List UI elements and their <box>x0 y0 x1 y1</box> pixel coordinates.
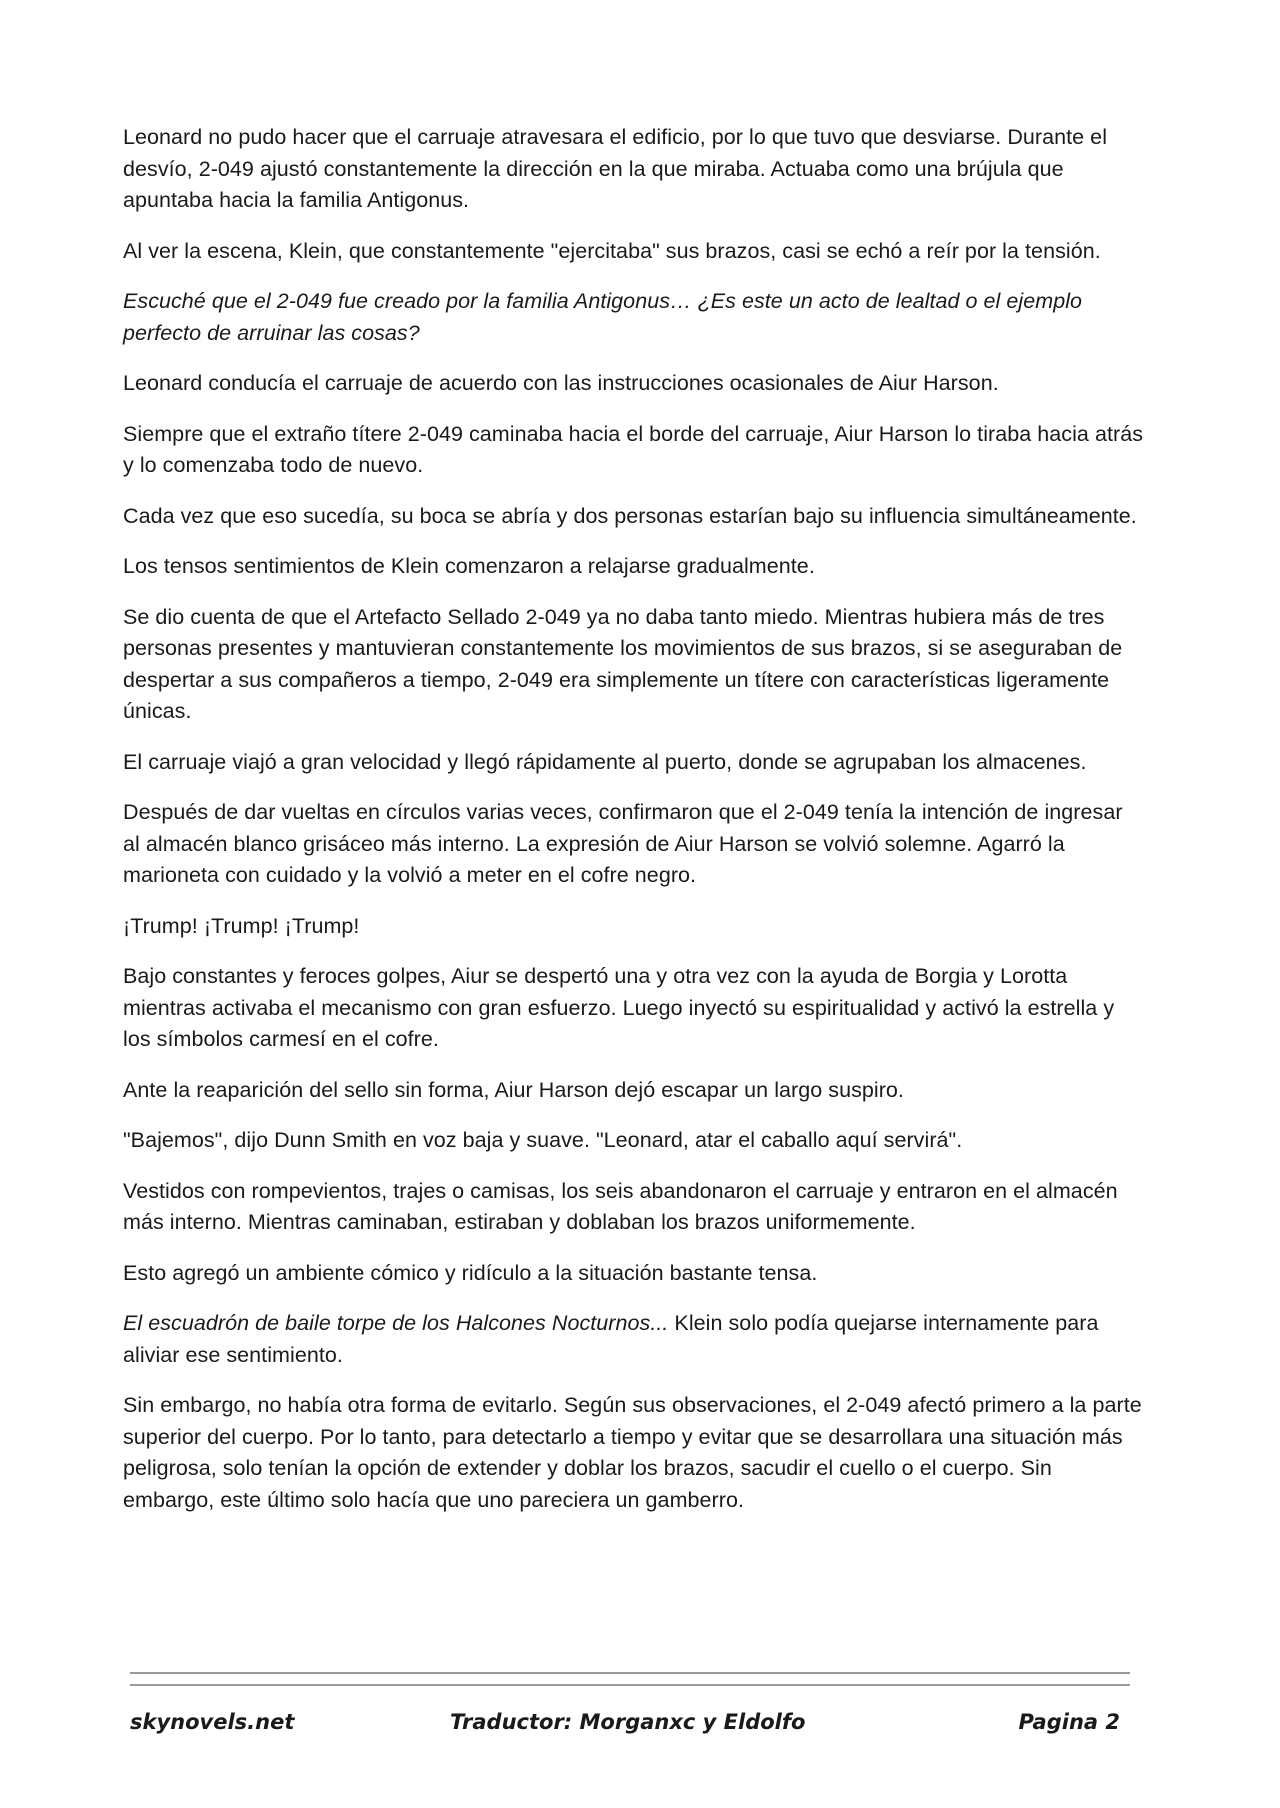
paragraph: Sin embargo, no había otra forma de evitarlo. Según sus observaciones, el 2-049 afectó primero a la parte superior del cuerpo. Por lo tanto, para detectarlo a tiempo y evitar que se desarrollara una situación más peligrosa, solo tenían la opción de extender y doblar los brazos, sacudir el cuello o el cuerpo. Sin embargo, este último solo hacía que uno pareciera un gamberro. <box>123 1393 1142 1512</box>
paragraph: ¡Trump! ¡Trump! ¡Trump! <box>123 913 360 938</box>
footer-translator: Traductor: Morganxc y Eldolfo <box>450 1710 806 1734</box>
paragraph: Cada vez que eso sucedía, su boca se abría y dos personas estarían bajo su influencia simultáneamente. <box>123 503 1137 528</box>
page-footer <box>130 1710 1130 1750</box>
paragraph-tail: Klein solo podía quejarse internamente para aliviar ese sentimiento. <box>123 1311 1099 1367</box>
paragraph: Esto agregó un ambiente cómico y ridículo a la situación bastante tensa. <box>123 1260 818 1285</box>
paragraph: Ante la reaparición del sello sin forma, Aiur Harson dejó escapar un largo suspiro. <box>123 1077 904 1102</box>
document-body <box>123 122 1143 1535</box>
footer-site: skynovels.net <box>130 1710 295 1734</box>
paragraph: El carruaje viajó a gran velocidad y llegó rápidamente al puerto, donde se agrupaban los almacenes. <box>123 749 1087 774</box>
paragraph: Siempre que el extraño títere 2-049 caminaba hacia el borde del carruaje, Aiur Harson lo tiraba hacia atrás y lo comenzaba todo de nuevo. <box>123 421 1144 477</box>
paragraph: Los tensos sentimientos de Klein comenzaron a relajarse gradualmente. <box>123 554 815 578</box>
paragraph-mixed <box>123 1308 1143 1371</box>
paragraph: Leonard no pudo hacer que el carruaje atravesara el edificio, por lo que tuvo que desviarse. Durante el desvío, 2-049 ajustó constantemente la dirección en la que miraba. Actuaba como una brújula que apuntaba hacia la familia Antigonus. <box>123 125 1108 212</box>
paragraph: Se dio cuenta de que el Artefacto Sellado 2-049 ya no daba tanto miedo. Mientras hubiera más de tres personas presentes y mantuvieran constantemente los movimientos de sus brazos, si se aseguraban de despertar a sus compañeros a tiempo, 2-049 era simplemente un títere con características ligeramente únicas. <box>123 604 1123 723</box>
divider-line <box>130 1672 1130 1674</box>
paragraph: Al ver la escena, Klein, que constantemente "ejercitaba" sus brazos, casi se echó a reír por la tensión. <box>123 238 1101 263</box>
footer-page-number: Pagina 2 <box>1018 1710 1120 1734</box>
italic-thought: El escuadrón de baile torpe de los Halcones Nocturnos... <box>123 1311 669 1335</box>
paragraph: Vestidos con rompevientos, trajes o camisas, los seis abandonaron el carruaje y entraron en el almacén más interno. Mientras caminaban, estiraban y doblaban los brazos uniformemente. <box>123 1178 1118 1234</box>
paragraph-italic: Escuché que el 2-049 fue creado por la familia Antigonus… ¿Es este un acto de lealtad o el ejemplo perfecto de arruinar las cosas? <box>123 289 1083 345</box>
footer-divider <box>130 1672 1130 1696</box>
paragraph: Leonard conducía el carruaje de acuerdo con las instrucciones ocasionales de Aiur Harson. <box>123 371 999 395</box>
paragraph: Después de dar vueltas en círculos varias veces, confirmaron que el 2-049 tenía la intención de ingresar al almacén blanco grisáceo más interno. La expresión de Aiur Harson se volvió solemne. Agarró la marioneta con cuidado y la volvió a meter en el cofre negro. <box>123 800 1123 887</box>
paragraph: "Bajemos", dijo Dunn Smith en voz baja y suave. "Leonard, atar el caballo aquí servirá". <box>123 1128 963 1152</box>
divider-line <box>130 1684 1130 1686</box>
paragraph: Bajo constantes y feroces golpes, Aiur se despertó una y otra vez con la ayuda de Borgia y Lorotta mientras activaba el mecanismo con gran esfuerzo. Luego inyectó su espiritualidad y activó la estrella y los símbolos carmesí en el cofre. <box>123 964 1115 1051</box>
